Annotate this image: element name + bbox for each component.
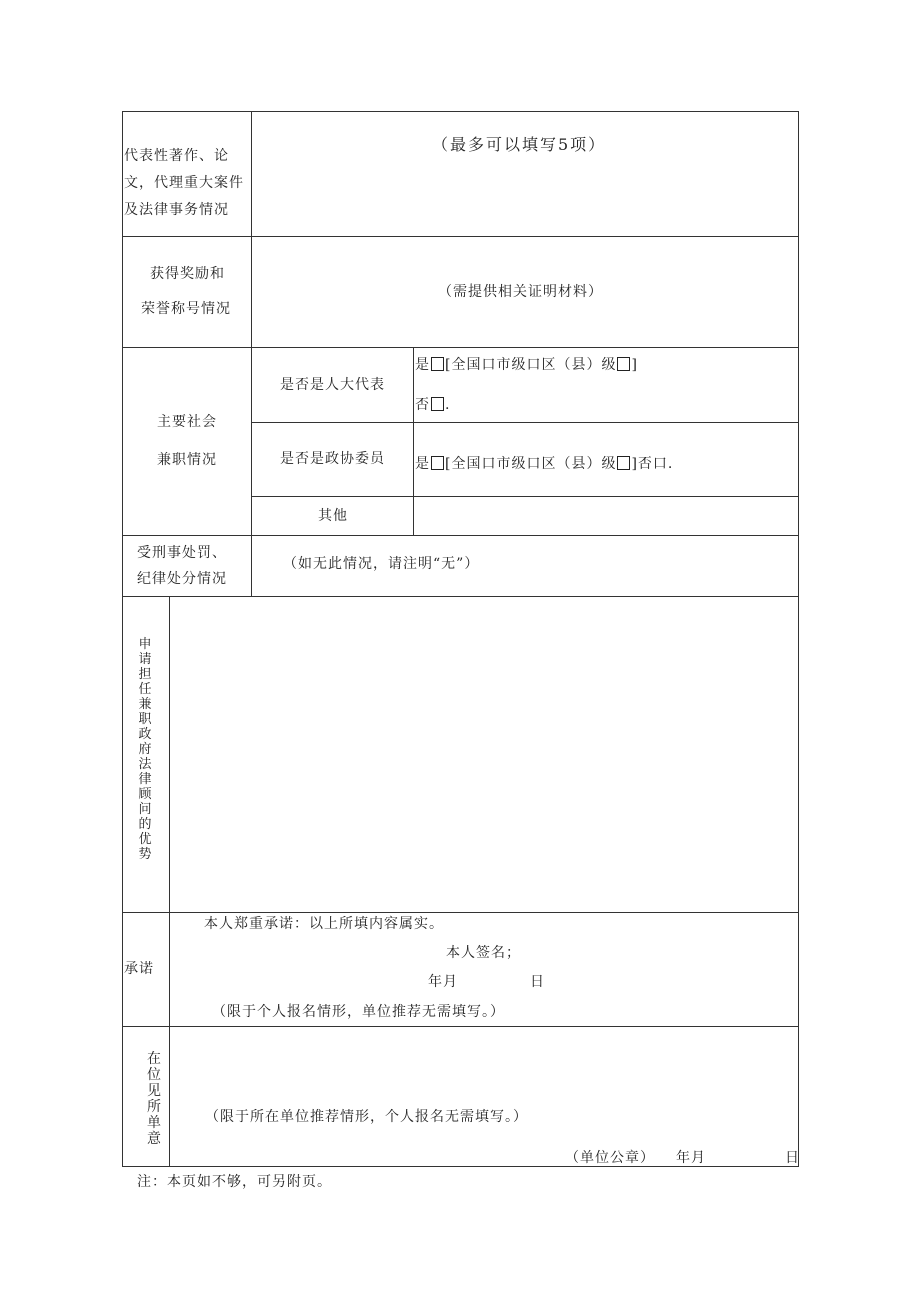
advantage-input-area[interactable] (171, 598, 796, 910)
penalty-label-line: 纪律处分情况 (137, 571, 227, 587)
penalty-hint: （如无此情况，请注明“无”） (283, 556, 480, 572)
row-divider (123, 347, 798, 348)
cppcc-county-checkbox[interactable] (617, 456, 630, 470)
npc-yes-label: 是 (415, 357, 430, 373)
cppcc-level-options: [全国口市级口区（县）级 (445, 456, 617, 472)
npc-options (415, 357, 638, 372)
npc-no-dot: . (445, 397, 451, 413)
works-label-line: 代表性著作、论 (124, 148, 229, 164)
cppcc-yes-checkbox[interactable] (431, 456, 444, 470)
row-divider (123, 535, 798, 536)
row-divider (123, 236, 798, 237)
awards-hint: （需提供相关证明材料） (438, 284, 603, 300)
works-hint: （最多可以填写5项） (432, 135, 607, 154)
row-divider (123, 912, 798, 913)
row-divider (123, 1026, 798, 1027)
other-label: 其他 (318, 508, 348, 524)
column-divider (169, 596, 170, 1166)
penalty-label-line: 受刑事处罚、 (137, 545, 227, 561)
cppcc-options (415, 456, 673, 471)
unit-hint: （限于所在单位推荐情形，个人报名无需填写。） (205, 1109, 528, 1125)
pledge-label: 承诺 (124, 961, 154, 977)
pledge-signature: 本人签名； (446, 945, 521, 961)
unit-seal: （单位公章） (565, 1150, 655, 1166)
npc-no-checkbox[interactable] (431, 397, 444, 411)
npc-county-checkbox[interactable] (617, 357, 630, 371)
npc-yes-checkbox[interactable] (431, 357, 444, 371)
cppcc-yes-label: 是 (415, 456, 430, 472)
npc-no-label: 否 (415, 397, 430, 413)
awards-label-line: 荣誉称号情况 (141, 301, 231, 317)
pledge-statement: 本人郑重承诺：以上所填内容属实。 (204, 916, 444, 932)
npc-bracket-close: ] (631, 357, 638, 373)
works-label-line: 及法律事务情况 (124, 202, 229, 218)
pledge-hint: （限于个人报名情形，单位推荐无需填写。） (212, 1004, 505, 1020)
unit-year-month: 年月 (676, 1150, 706, 1166)
footnote: 注：本页如不够，可另附页。 (137, 1174, 332, 1190)
unit-day: 日 (785, 1150, 800, 1166)
row-divider (123, 596, 798, 597)
npc-level-options: [全国口市级口区（县）级 (445, 357, 617, 373)
social-label-line: 兼职情况 (157, 452, 217, 468)
awards-input-area[interactable] (252, 238, 796, 278)
advantage-label: 申请担任兼职政府法律顾问的优势 (138, 637, 152, 862)
social-label-line: 主要社会 (157, 414, 217, 430)
pledge-year-month: 年月 (428, 974, 458, 990)
awards-label-line: 获得奖励和 (150, 266, 225, 282)
unit-opinion-label: 在位见所单意 (147, 1051, 161, 1147)
npc-no-option (415, 397, 450, 412)
npc-question: 是否是人大代表 (280, 377, 385, 393)
other-input[interactable] (414, 497, 796, 533)
works-label-line: 文，代理重大案件 (124, 175, 244, 191)
pledge-day: 日 (530, 974, 545, 990)
works-input-area[interactable] (252, 160, 796, 232)
cppcc-question: 是否是政协委员 (280, 451, 385, 467)
cppcc-bracket-close: ]否口. (631, 456, 674, 472)
works-label (124, 143, 244, 224)
row-divider (251, 422, 798, 423)
